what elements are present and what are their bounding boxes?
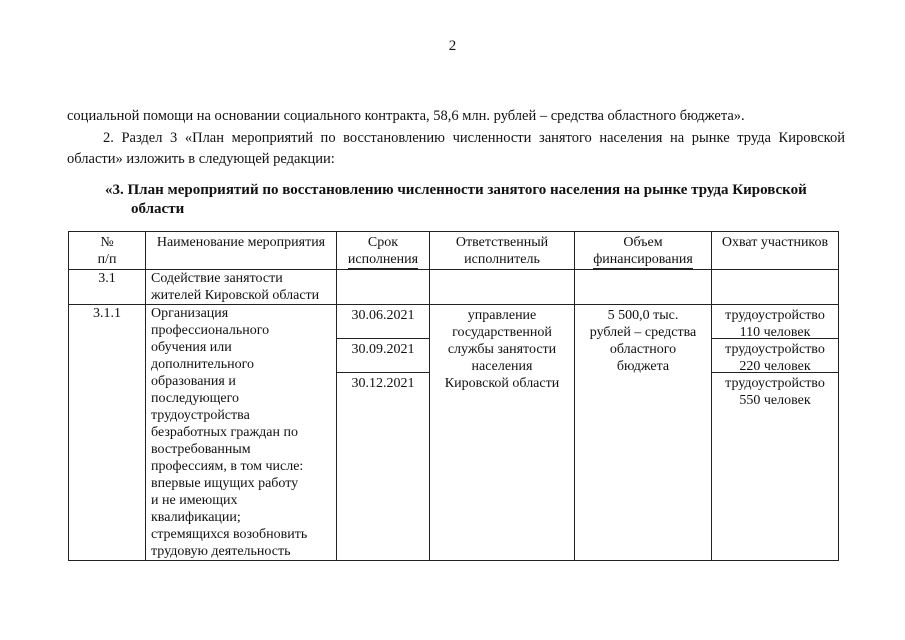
coverage-1-line-1: трудоустройство xyxy=(725,308,825,323)
header-fin-line-2: финансирования xyxy=(593,252,693,267)
name-line: безработных граждан по xyxy=(151,425,298,440)
date-2: 30.09.2021 xyxy=(337,339,429,373)
row-3-1-1-num-text: 3.1.1 xyxy=(93,306,121,321)
row-3-1-1-name xyxy=(146,305,337,561)
resp-line: государственной xyxy=(452,325,552,340)
name-line: обучения или xyxy=(151,340,232,355)
section-title-line-1: «3. План мероприятий по восстановлению численности занятого населения на рынке труда Кировской xyxy=(105,182,807,198)
coverage-1-line-2: 110 человек xyxy=(739,325,811,340)
name-line: профессионального xyxy=(151,323,270,338)
name-line: последующего xyxy=(151,391,240,406)
name-line: и не имеющих xyxy=(151,493,238,508)
coverage-3 xyxy=(712,373,838,407)
name-line: Организация xyxy=(151,306,229,321)
resp-line: управление xyxy=(467,308,537,323)
page-number: 2 xyxy=(448,38,457,54)
header-cov-text: Охват участников xyxy=(721,235,829,250)
row-3-1-coverage xyxy=(712,270,839,305)
header-num-line-2: п/п xyxy=(97,252,117,267)
row-3-1-name xyxy=(146,270,337,305)
plan-table xyxy=(68,231,839,561)
name-line: квалификации; xyxy=(151,510,241,525)
resp-line: Кировской области xyxy=(444,376,560,391)
row-3-1-1-responsible xyxy=(430,305,575,561)
coverage-3-line-1: трудоустройство xyxy=(725,376,825,391)
header-name xyxy=(146,232,337,270)
paragraph-item-2: 2. Раздел 3 «План мероприятий по восстановлению численности занятого населения на рынке труда Кировской области» изложить в следующей редакции: xyxy=(67,130,845,167)
table-row-3-1 xyxy=(69,270,839,305)
name-line: дополнительного xyxy=(151,357,254,372)
header-date xyxy=(337,232,430,270)
row-3-1-name-line-1: Содействие занятости xyxy=(151,271,283,286)
row-3-1-name-line-2: жителей Кировской области xyxy=(151,288,320,303)
table-header-row xyxy=(69,232,839,270)
name-line: трудовую деятельность xyxy=(151,544,291,559)
coverage-2 xyxy=(712,339,838,373)
header-resp-line-2: исполнитель xyxy=(464,252,540,267)
coverage-2-line-2: 220 человек xyxy=(739,359,811,374)
header-fin-line-1: Объем xyxy=(623,235,663,250)
fin-line: областного xyxy=(609,342,677,357)
header-date-line-1: Срок xyxy=(367,235,399,250)
row-3-1-1-coverage xyxy=(712,305,839,561)
header-num-line-1: № xyxy=(100,235,114,250)
row-3-1-responsible xyxy=(430,270,575,305)
section-title-line-2: области xyxy=(131,201,185,217)
row-3-1-num-text: 3.1 xyxy=(98,271,116,286)
row-3-1-financing xyxy=(575,270,712,305)
table-row-3-1-1 xyxy=(69,305,839,561)
header-date-line-2: исполнения xyxy=(347,252,419,267)
coverage-3-line-2: 550 человек xyxy=(739,393,811,408)
header-coverage xyxy=(712,232,839,270)
header-resp-line-1: Ответственный xyxy=(455,235,549,250)
resp-line: службы занятости xyxy=(447,342,557,357)
header-num xyxy=(69,232,146,270)
resp-line: населения xyxy=(471,359,533,374)
fin-line: 5 500,0 тыс. xyxy=(607,308,679,323)
header-financing xyxy=(575,232,712,270)
name-line: востребованным xyxy=(151,442,251,457)
name-line: стремящихся возобновить xyxy=(151,527,308,542)
fin-line: бюджета xyxy=(616,359,670,374)
row-3-1-1-num xyxy=(69,305,146,561)
row-3-1-1-financing xyxy=(575,305,712,561)
date-3: 30.12.2021 xyxy=(351,376,415,391)
section-title xyxy=(105,181,845,219)
date-1: 30.06.2021 xyxy=(337,305,429,339)
row-3-1-num xyxy=(69,270,146,305)
coverage-2-line-1: трудоустройство xyxy=(725,342,825,357)
fin-line: рублей – средства xyxy=(589,325,697,340)
name-line: впервые ищущих работу xyxy=(151,476,299,491)
header-name-text: Наименование мероприятия xyxy=(156,235,326,250)
row-3-1-1-dates xyxy=(337,305,430,561)
name-line: профессиям, в том числе: xyxy=(151,459,304,474)
name-line: трудоустройства xyxy=(151,408,250,423)
paragraph-continuation: социальной помощи на основании социального контракта, 58,6 млн. рублей – средства областного бюджета». xyxy=(67,108,745,124)
name-line: образования и xyxy=(151,374,236,389)
header-responsible xyxy=(430,232,575,270)
coverage-1 xyxy=(712,305,838,339)
row-3-1-date xyxy=(337,270,430,305)
